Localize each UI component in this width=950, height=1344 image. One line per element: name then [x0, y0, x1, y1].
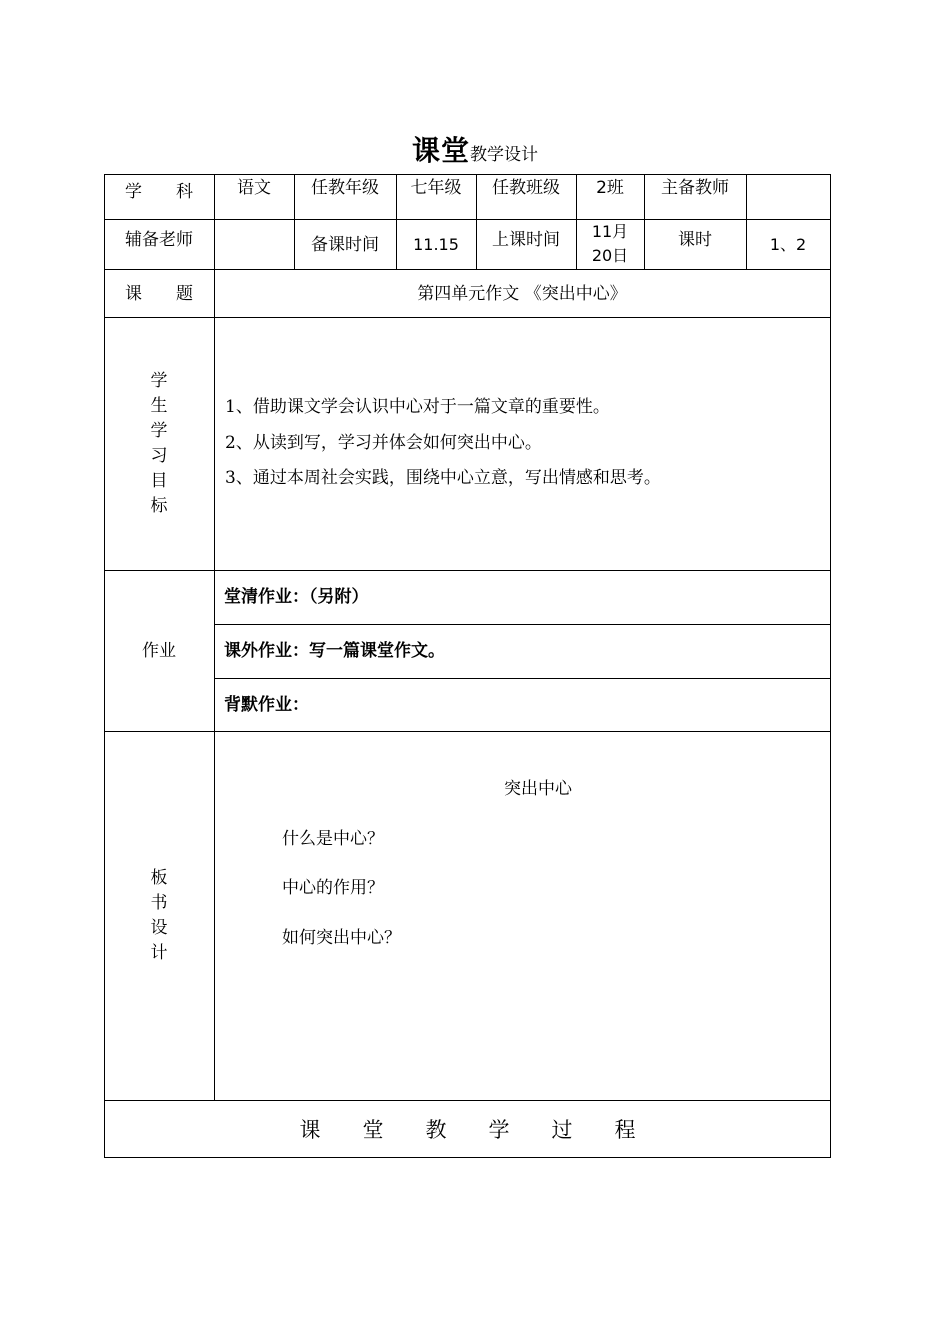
board-label: [104, 867, 214, 967]
goals-label-char: 学: [150, 421, 168, 441]
board-label-char: 计: [150, 943, 168, 963]
prep-time-value: 11.15: [413, 235, 459, 254]
process-label: 课 堂 教 学 过 程: [299, 1118, 636, 1142]
class-label: 任教班级: [492, 178, 560, 198]
periods-label: 课时: [678, 230, 712, 250]
topic-label: 课 题: [125, 284, 193, 304]
class-value: 2班: [596, 178, 624, 198]
board-label-char: 设: [150, 918, 168, 938]
homework-in-class: 堂清作业：（另附）: [224, 587, 369, 607]
class-time-label: 上课时间: [492, 230, 560, 250]
subject-label: 学 科: [125, 182, 193, 202]
grade-value: 七年级: [410, 178, 462, 198]
goals-label-char: 标: [150, 496, 168, 516]
homework-label: 作业: [142, 641, 176, 661]
board-label-char: 书: [150, 893, 168, 913]
goal-item-2: 2、从读到写，学习并体会如何突出中心。: [225, 433, 542, 453]
title-main: 课堂: [411, 134, 470, 167]
board-question-1: 什么是中心？: [282, 829, 384, 849]
assist-teacher-label: 辅备老师: [125, 230, 193, 250]
goals-label-char: 习: [150, 446, 168, 466]
board-question-3: 如何突出中心？: [282, 928, 401, 948]
board-heading: 突出中心: [504, 779, 572, 799]
subject-value: 语文: [237, 178, 271, 198]
goal-item-3: 3、通过本周社会实践，围绕中心立意，写出情感和思考。: [225, 468, 661, 488]
board-label-char: 板: [150, 868, 168, 888]
grade-label: 任教年级: [311, 178, 379, 198]
prep-time-label: 备课时间: [311, 235, 379, 255]
goals-label: [104, 370, 214, 520]
class-time-value-month: 11月: [591, 222, 629, 241]
goals-label-char: 生: [150, 396, 168, 416]
lead-teacher-label: 主备教师: [661, 178, 729, 198]
class-time-value-day: 20日: [591, 246, 629, 265]
homework-outside: 课外作业：写一篇课堂作文。: [224, 641, 445, 661]
goals-label-char: 目: [150, 471, 168, 491]
homework-memorize: 背默作业：: [224, 695, 309, 715]
goal-item-1: 1、借助课文学会认识中心对于一篇文章的重要性。: [225, 397, 610, 417]
topic-value: 第四单元作文 《突出中心》: [417, 284, 627, 304]
periods-value: 1、2: [769, 235, 807, 254]
title-sub: 教学设计: [470, 145, 538, 165]
board-question-2: 中心的作用？: [282, 878, 384, 898]
goals-label-char: 学: [150, 371, 168, 391]
